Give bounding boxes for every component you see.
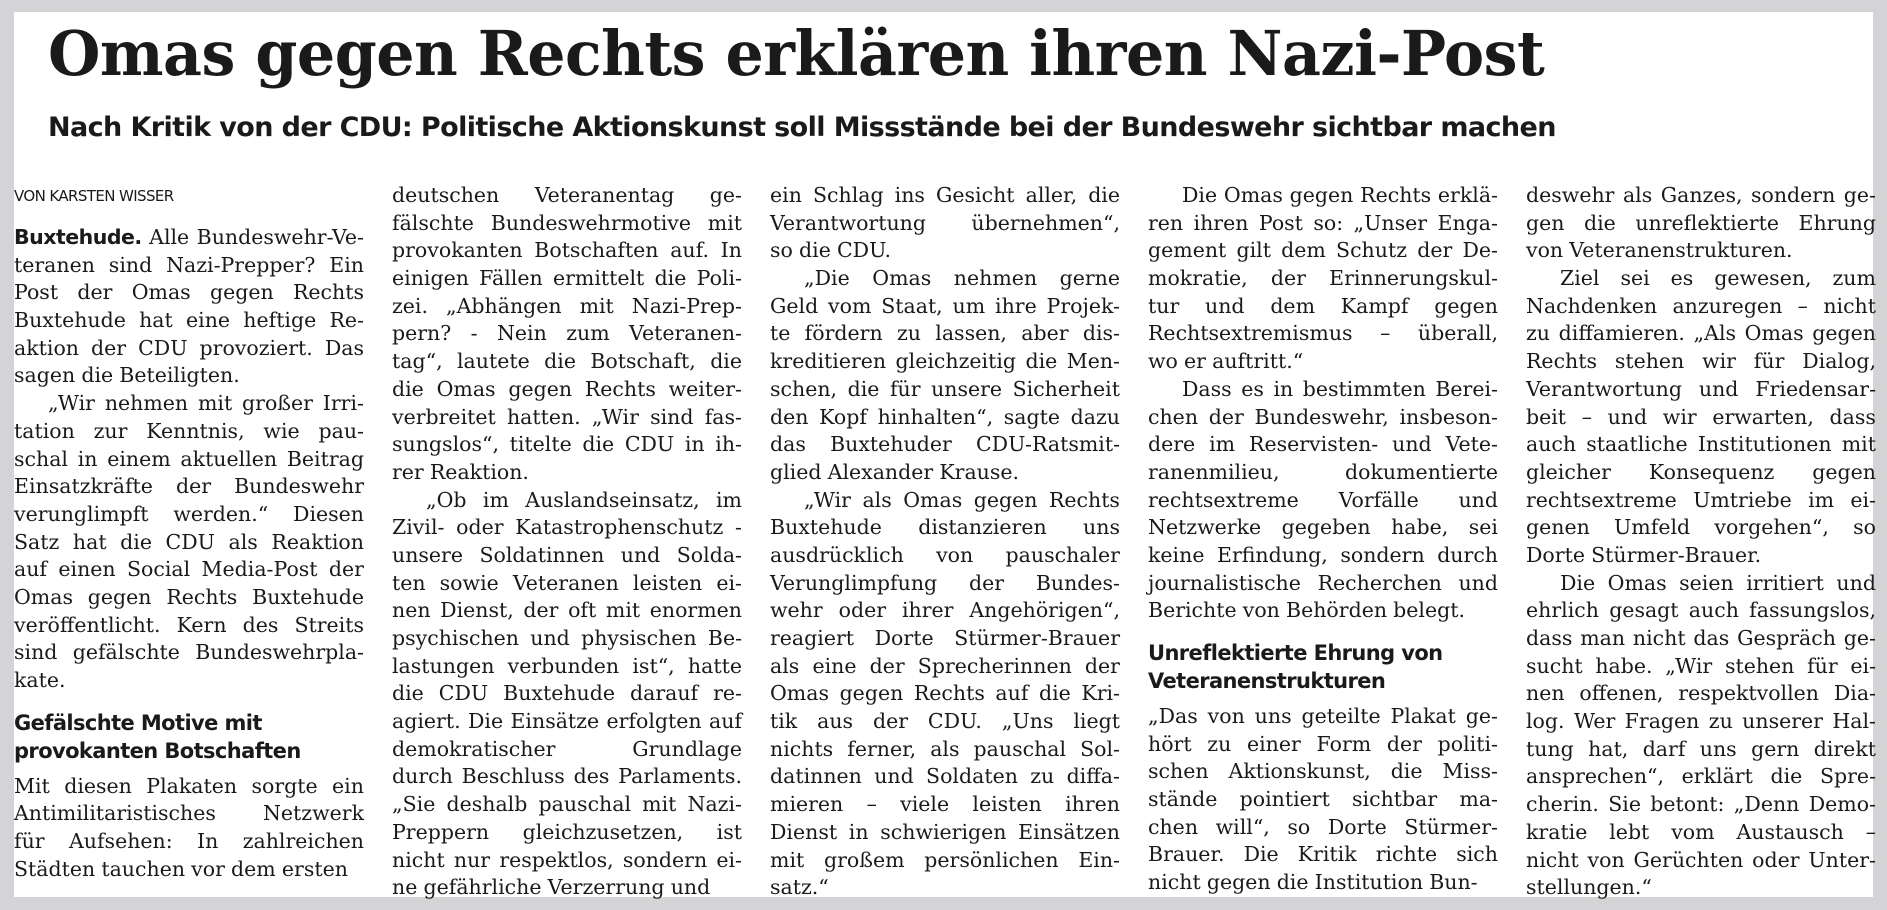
headline: Omas gegen Rechts erklären ihren Nazi-Post xyxy=(48,17,1545,90)
text-line: Städten tauchen vor dem ersten xyxy=(14,856,348,881)
text-line: ne gefährliche Verzerrung und xyxy=(392,875,711,900)
column-2 xyxy=(392,182,742,902)
column-4 xyxy=(1148,182,1498,897)
text-line: psychischen und physischen Be- xyxy=(392,626,742,650)
text-line: Die Omas seien irritiert und xyxy=(1560,570,1876,595)
text-line: Rechts stehen wir für Dialog, xyxy=(1526,349,1876,374)
text-line: Brauer. Die Kritik richte sich xyxy=(1148,842,1498,867)
text-line: te fördern zu lassen, aber dis- xyxy=(770,321,1120,346)
text-line: nen Dienst, der oft mit enormen xyxy=(392,598,742,623)
text-line: Buxtehude. Alle Bundeswehr-Ve- xyxy=(14,224,364,252)
text-line: die CDU Buxtehude darauf re- xyxy=(392,681,742,706)
text-line: Rechtsextremismus – überall, xyxy=(1148,321,1498,346)
text-line: Verunglimpfung der Bundes- xyxy=(770,570,1120,595)
newspaper-page xyxy=(14,12,1876,900)
text-line: Dass es in bestimmten Berei- xyxy=(1182,376,1498,401)
text-line: sungslos“, titelte die CDU in ih- xyxy=(392,432,742,457)
text-line: agiert. Die Einsätze erfolgten auf xyxy=(392,709,742,734)
paragraph xyxy=(392,182,742,487)
byline: VON KARSTEN WISSER xyxy=(14,187,174,205)
text-line: nicht von Gerüchten oder Unter- xyxy=(1526,847,1876,872)
text-line: „Wir als Omas gegen Rechts xyxy=(804,487,1120,512)
text-line: stellungen.“ xyxy=(1526,875,1652,900)
text-line: chen will“, so Dorte Stürmer- xyxy=(1148,814,1498,839)
text-line: gen die unreflektierte Ehrung xyxy=(1526,210,1876,235)
text-line: Berichte von Behörden belegt. xyxy=(1148,598,1465,623)
text-line: verunglimpft werden.“ Diesen xyxy=(14,501,364,526)
paragraph xyxy=(1148,376,1498,625)
text-line: satz.“ xyxy=(770,875,829,900)
paragraph xyxy=(1148,182,1498,376)
text-line: auch staatliche Institutionen mit xyxy=(1526,432,1876,457)
paragraph xyxy=(1526,182,1876,265)
text-line: tur und dem Kampf gegen xyxy=(1148,293,1498,318)
text-line: ren ihren Post so: „Unser Enga- xyxy=(1148,210,1498,235)
text-line: reagiert Dorte Stürmer-Brauer xyxy=(770,626,1120,650)
text-line: sagen die Beteiligten. xyxy=(14,363,240,388)
text-line: datinnen und Soldaten zu diffa- xyxy=(770,764,1120,789)
text-line: teranen sind Nazi-Prepper? Ein xyxy=(14,252,364,277)
text-line: „Die Omas nehmen gerne xyxy=(804,266,1120,291)
text-line: als eine der Sprecherinnen der xyxy=(770,653,1120,678)
text-line: das Buxtehuder CDU-Ratsmit- xyxy=(770,432,1120,457)
text-line: schen, die für unsere Sicherheit xyxy=(770,376,1120,401)
text-line: rechtsextreme Vorfälle und xyxy=(1148,487,1498,512)
text-line: rer Reaktion. xyxy=(392,459,529,484)
text-line: zu diffamieren. „Als Omas gegen xyxy=(1526,321,1876,346)
text-line: „Sie deshalb pauschal mit Nazi- xyxy=(392,792,742,817)
text-line: keine Erfindung, sondern durch xyxy=(1148,542,1498,567)
column-3 xyxy=(770,182,1120,902)
paragraph xyxy=(770,487,1120,902)
paragraph xyxy=(1526,265,1876,570)
text-line: ansprechen“, erklärt die Spre- xyxy=(1526,764,1876,789)
text-line: journalistische Recherchen und xyxy=(1148,570,1498,595)
text-line: genen Umfeld vorgehen“, so xyxy=(1526,515,1876,540)
text-line: kratie lebt vom Austausch – xyxy=(1526,819,1876,844)
text-line: Omas gegen Rechts Buxtehude xyxy=(14,584,364,609)
subhead-1-line-1: Gefälschte Motive mit xyxy=(14,710,262,735)
text-line: nichts ferner, als pauschal Sol- xyxy=(770,736,1120,761)
text-line: rechtsextreme Umtriebe im ei- xyxy=(1526,487,1876,512)
text-line: zei. „Abhängen mit Nazi-Prep- xyxy=(392,293,742,318)
text-line: chen der Bundeswehr, insbeson- xyxy=(1148,404,1498,429)
text-line: Buxtehude distanzieren uns xyxy=(770,515,1120,540)
text-line: durch Beschluss des Parlaments. xyxy=(392,764,742,789)
text-line: ranenmilieu, dokumentierte xyxy=(1148,459,1498,484)
text-line: von Veteranenstrukturen. xyxy=(1526,238,1793,263)
paragraph xyxy=(392,487,742,902)
text-line: fälschte Bundeswehrmotive mit xyxy=(392,210,742,235)
text-line: mieren – viele leisten ihren xyxy=(770,792,1120,817)
text-line: den Kopf hinhalten“, sagte dazu xyxy=(770,404,1120,429)
paragraph xyxy=(1148,703,1498,897)
text-line: Satz hat die CDU als Reaktion xyxy=(14,529,364,554)
text-line: beit – und wir erwarten, dass xyxy=(1526,404,1876,429)
text-line: Nachdenken anzuregen – nicht xyxy=(1526,293,1876,318)
text-line: nicht gegen die Institution Bun- xyxy=(1148,870,1478,895)
text-line: für Aufsehen: In zahlreichen xyxy=(14,829,364,854)
text-line: demokratischer Grundlage xyxy=(392,736,742,761)
text-line: verbreitet hatten. „Wir sind fas- xyxy=(392,404,742,429)
text-line: schal in einem aktuellen Beitrag xyxy=(14,446,364,471)
text-line: deutschen Veteranentag ge- xyxy=(392,183,742,207)
text-line: Mit diesen Plakaten sorgte ein xyxy=(14,773,364,798)
text-line: tag“, lautete die Botschaft, die xyxy=(392,349,742,374)
subhead-1 xyxy=(14,709,364,765)
text-line: kate. xyxy=(14,668,66,692)
text-line: sind gefälschte Bundeswehrpla- xyxy=(14,640,364,665)
column-1 xyxy=(14,182,364,883)
text-line: die Omas gegen Rechts weiter- xyxy=(392,376,742,401)
text-line: mokratie, der Erinnerungskul- xyxy=(1148,266,1498,291)
text-line: veröffentlicht. Kern des Streits xyxy=(14,612,364,637)
text-line: „Das von uns geteilte Plakat ge- xyxy=(1148,704,1498,728)
text-line: pern? - Nein zum Veteranen- xyxy=(392,321,742,346)
text-line: Buxtehude hat eine heftige Re- xyxy=(14,308,364,333)
paragraph xyxy=(770,265,1120,487)
text-line: Verantwortung und Friedensar- xyxy=(1526,376,1876,401)
text-line: Antimilitaristisches Netzwerk xyxy=(14,801,364,826)
text-line: Verantwortung übernehmen“, xyxy=(770,210,1120,235)
text-line: wo er auftritt.“ xyxy=(1148,349,1304,374)
text-line: Omas gegen Rechts auf die Kri- xyxy=(770,681,1120,706)
text-line: tation zur Kenntnis, wie pau- xyxy=(14,418,364,443)
text-line: Die Omas gegen Rechts erklä- xyxy=(1182,183,1498,207)
text-line: ehrlich gesagt auch fassungslos, xyxy=(1526,598,1876,623)
text-line: glied Alexander Krause. xyxy=(770,459,1020,484)
text-line: mit großem persönlichen Ein- xyxy=(770,847,1120,872)
text-line: Preppern gleichzusetzen, ist xyxy=(392,819,742,844)
text-line: provokanten Botschaften auf. In xyxy=(392,238,742,263)
text-line: schen Aktionskunst, die Miss- xyxy=(1148,759,1498,784)
text-line: stände pointiert sichtbar ma- xyxy=(1148,787,1498,812)
text-line: tung hat, darf uns gern direkt xyxy=(1526,736,1876,761)
text-line: nen offenen, respektvollen Dia- xyxy=(1526,681,1876,706)
paragraph xyxy=(14,390,364,695)
text-line: cherin. Sie betont: „Denn Demo- xyxy=(1526,792,1876,817)
text-line: Ziel sei es gewesen, zum xyxy=(1560,266,1876,291)
text-line: Dienst in schwierigen Einsätzen xyxy=(770,819,1120,844)
text-line: ausdrücklich von pauschaler xyxy=(770,542,1120,567)
text-line: aktion der CDU provoziert. Das xyxy=(14,335,364,360)
dateline: Buxtehude. xyxy=(14,225,142,249)
subhead-2-line-1: Unreflektierte Ehrung von xyxy=(1148,641,1443,665)
text-line: Zivil- oder Katastrophenschutz - xyxy=(392,515,742,540)
text-line: log. Wer Fragen zu unserer Hal- xyxy=(1526,709,1876,734)
text-line: Einsatzkräfte der Bundeswehr xyxy=(14,474,364,499)
text-line: gement gilt dem Schutz der De- xyxy=(1148,238,1498,263)
column-5 xyxy=(1526,182,1876,902)
lead-paragraph xyxy=(14,224,364,390)
text-line: deswehr als Ganzes, sondern ge- xyxy=(1526,183,1876,207)
text-line: hört zu einer Form der politi- xyxy=(1148,731,1498,756)
text-line: lastungen verbunden ist“, hatte xyxy=(392,653,742,678)
text-line: Post der Omas gegen Rechts xyxy=(14,280,364,305)
text-line: sucht habe. „Wir stehen für ei- xyxy=(1526,653,1876,678)
text-line: nicht nur respektlos, sondern ei- xyxy=(392,847,742,872)
subhead-1-line-2: provokanten Botschaften xyxy=(14,738,301,763)
text-line: dass man nicht das Gespräch ge- xyxy=(1526,626,1876,650)
text-line: unsere Soldatinnen und Solda- xyxy=(392,542,742,567)
text-line: ten sowie Veteranen leisten ei- xyxy=(392,570,742,595)
text-line: Netzwerke gegeben habe, sei xyxy=(1148,515,1498,540)
text-line: so die CDU. xyxy=(770,238,892,263)
paragraph xyxy=(1526,570,1876,902)
paragraph xyxy=(14,773,364,884)
text-line: Dorte Stürmer-Brauer. xyxy=(1526,542,1762,567)
text-line: gleicher Konsequenz gegen xyxy=(1526,459,1876,484)
text-line: Geld vom Staat, um ihre Projek- xyxy=(770,293,1120,318)
text-line: dere im Reservisten- und Vete- xyxy=(1148,432,1498,457)
text-line: einigen Fällen ermittelt die Poli- xyxy=(392,266,742,291)
subtitle: Nach Kritik von der CDU: Politische Aktionskunst soll Missstände bei der Bundeswehr sichtbar machen xyxy=(48,112,1556,143)
text-line: auf einen Social Media-Post der xyxy=(14,557,364,582)
text-line: wehr oder ihrer Angehörigen“, xyxy=(770,598,1120,623)
text-line: „Wir nehmen mit großer Irri- xyxy=(48,391,364,416)
subhead-2-line-2: Veteranenstrukturen xyxy=(1148,669,1386,693)
text-line: „Ob im Auslandseinsatz, im xyxy=(426,487,742,512)
text-line: tik aus der CDU. „Uns liegt xyxy=(770,709,1120,734)
subhead-2 xyxy=(1148,639,1498,695)
paragraph xyxy=(770,182,1120,265)
text-line: ein Schlag ins Gesicht aller, die xyxy=(770,183,1120,207)
text-line: kreditieren gleichzeitig die Men- xyxy=(770,349,1120,374)
